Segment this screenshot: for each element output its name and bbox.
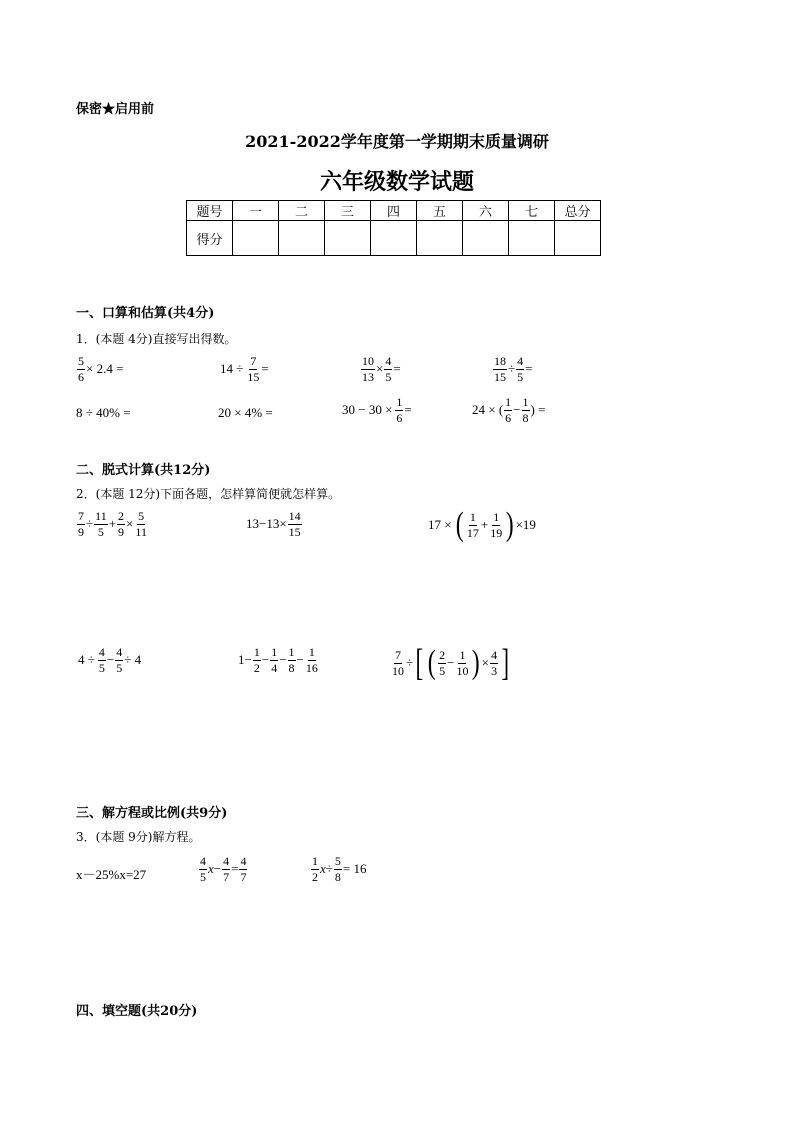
operator: = (231, 861, 239, 877)
fraction: $\frac{4}{3}$ (491, 647, 498, 678)
expression-text: ) = (530, 402, 546, 418)
fraction: $\frac{5}{6}$ (78, 354, 84, 384)
operator: − (213, 861, 222, 877)
fraction: $\frac{1}{8}$ (288, 645, 295, 675)
expression-text: 14 ÷ (220, 361, 244, 377)
score-header-cell: 三 (325, 201, 371, 221)
fraction: $\frac{1}{16}$ (305, 645, 318, 675)
expression-text: 30 − 30 × (342, 402, 393, 418)
fraction: $\frac{4}{5}$ (385, 354, 392, 384)
fraction: $\frac{7}{9}$ (78, 509, 84, 539)
operator: + (108, 516, 117, 532)
left-paren: ( (427, 644, 436, 681)
question-1-prompt: 1．(本题 4分)直接写出得数。 (76, 332, 237, 346)
score-table-score-row (187, 221, 601, 256)
fraction: $\frac{1}{8}$ (522, 395, 529, 425)
right-bracket: ] (501, 642, 510, 684)
fraction: $\frac{1}{2}$ (253, 645, 260, 675)
operator: − (296, 652, 304, 668)
s3-item-c (310, 855, 367, 883)
operator: ÷ (86, 516, 94, 532)
expression-text: x－25%x=27 (76, 867, 147, 882)
fraction: $\frac{7}{15}$ (247, 354, 260, 384)
s1-item-b (218, 355, 269, 383)
expression-text: 13−13× (246, 516, 287, 532)
s1-item-h (472, 396, 545, 424)
expression-text: ÷ 4 (124, 652, 142, 668)
section-1-title: 一、口算和估算(共4分) (76, 306, 215, 321)
score-cell (555, 221, 601, 256)
score-header-cell: 七 (509, 201, 555, 221)
expression-text: = 16 (342, 861, 367, 877)
expression-text: = (404, 402, 412, 418)
score-cell (371, 221, 417, 256)
expression-text: 1− (238, 652, 252, 668)
operator: + (480, 517, 489, 532)
fraction: $\frac{1}{10}$ (456, 647, 469, 678)
s2-item-a (76, 510, 149, 538)
s1-item-d (492, 355, 532, 383)
score-cell (509, 221, 555, 256)
fraction: 1 17 (466, 509, 479, 540)
fraction: $\frac{4}{5}$ (517, 354, 524, 384)
expression-text: 20 × 4% = (218, 405, 273, 420)
exam-title: 2021-2022学年度第一学期期末质量调研 (245, 132, 549, 151)
score-cell (463, 221, 509, 256)
operator: ÷ (508, 361, 516, 377)
operator: − (261, 652, 270, 668)
section-3-title: 三、解方程或比例(共9分) (76, 806, 228, 821)
s2-item-d (76, 646, 141, 674)
confidential-label: 保密★启用前 (76, 102, 155, 117)
score-cell (325, 221, 371, 256)
left-bracket: [ (415, 642, 424, 684)
fraction: 2 5 (439, 647, 446, 678)
operator: × (481, 655, 490, 670)
variable: x (208, 861, 214, 877)
expression-text: ×19 (515, 517, 536, 532)
right-paren: ) (472, 644, 481, 681)
score-header-cell: 二 (279, 201, 325, 221)
operator: − (279, 652, 287, 668)
expression-text: 17 × (428, 517, 452, 532)
score-table (186, 200, 601, 256)
operator: × (126, 516, 134, 532)
question-3-prompt: 3．(本题 9分)解方程。 (76, 830, 201, 844)
fraction: $\frac{4}{5}$ (116, 645, 123, 675)
operator: − (106, 652, 115, 668)
fraction: $\frac{4}{7}$ (223, 854, 230, 884)
question-2-prompt: 2．(本题 12分)下面各题，怎样算简便就怎样算。 (76, 487, 341, 501)
expression-text: = (525, 361, 533, 377)
expression-text: 8 ÷ 40% = (76, 405, 131, 420)
fraction: $\frac{1}{4}$ (271, 645, 278, 675)
fraction: $\frac{11}{5}$ (95, 509, 107, 539)
s3-item-a (76, 864, 146, 883)
expression-text: × 2.4 = (86, 361, 124, 377)
s1-item-c (360, 355, 401, 383)
s1-item-f (218, 405, 273, 421)
fraction: $\frac{1}{6}$ (396, 395, 403, 425)
section-2-title: 二、脱式计算(共12分) (76, 463, 211, 478)
score-table-header-row (187, 201, 601, 221)
s2-item-b (246, 510, 303, 538)
fraction: $\frac{4}{7}$ (240, 854, 247, 884)
score-row-label: 得分 (187, 221, 233, 256)
fraction: $\frac{4}{5}$ (98, 645, 105, 675)
operator: × (376, 361, 384, 377)
operator: ÷ (406, 655, 414, 670)
operator: ÷ (325, 861, 333, 877)
fraction: 4 5 (200, 854, 206, 884)
s1-item-e (76, 405, 131, 421)
fraction: $\frac{18}{15}$ (494, 354, 506, 384)
score-header-cell: 四 (371, 201, 417, 221)
score-cell (233, 221, 279, 256)
exam-subtitle: 六年级数学试题 (319, 169, 474, 195)
expression-text: = (261, 361, 269, 377)
fraction: $\frac{14}{15}$ (288, 509, 301, 539)
right-paren: ) (505, 506, 514, 543)
fraction: 1 2 (312, 854, 318, 884)
section-4-title: 四、填空题(共20分) (76, 1004, 198, 1019)
score-cell (417, 221, 463, 256)
operator: − (513, 402, 521, 418)
score-header-cell: 六 (463, 201, 509, 221)
s2-item-c (426, 508, 536, 542)
score-header-cell: 五 (417, 201, 463, 221)
fraction: $\frac{2}{9}$ (118, 509, 125, 539)
score-header-cell: 题号 (187, 201, 233, 221)
fraction: $\frac{5}{11}$ (135, 509, 147, 539)
score-cell (279, 221, 325, 256)
expression-text: 24 × ( (472, 402, 504, 418)
expression-text: = (393, 361, 401, 377)
left-paren: ( (455, 506, 464, 543)
variable: x (320, 861, 326, 877)
s2-item-e (238, 646, 320, 674)
s1-item-a (76, 355, 123, 383)
fraction: 1 6 (505, 395, 512, 425)
score-header-cell: 一 (233, 201, 279, 221)
s3-item-b (198, 855, 248, 883)
s1-item-g (340, 396, 412, 424)
score-header-cell: 总分 (555, 201, 601, 221)
fraction: $\frac{7}{10}$ (392, 647, 404, 678)
fraction: $\frac{10}{13}$ (362, 354, 374, 384)
operator: − (447, 655, 455, 670)
s2-item-f (390, 644, 512, 682)
expression-text: 4 ÷ (78, 652, 95, 668)
fraction: $\frac{1}{19}$ (490, 509, 503, 540)
fraction: $\frac{5}{8}$ (334, 854, 341, 884)
